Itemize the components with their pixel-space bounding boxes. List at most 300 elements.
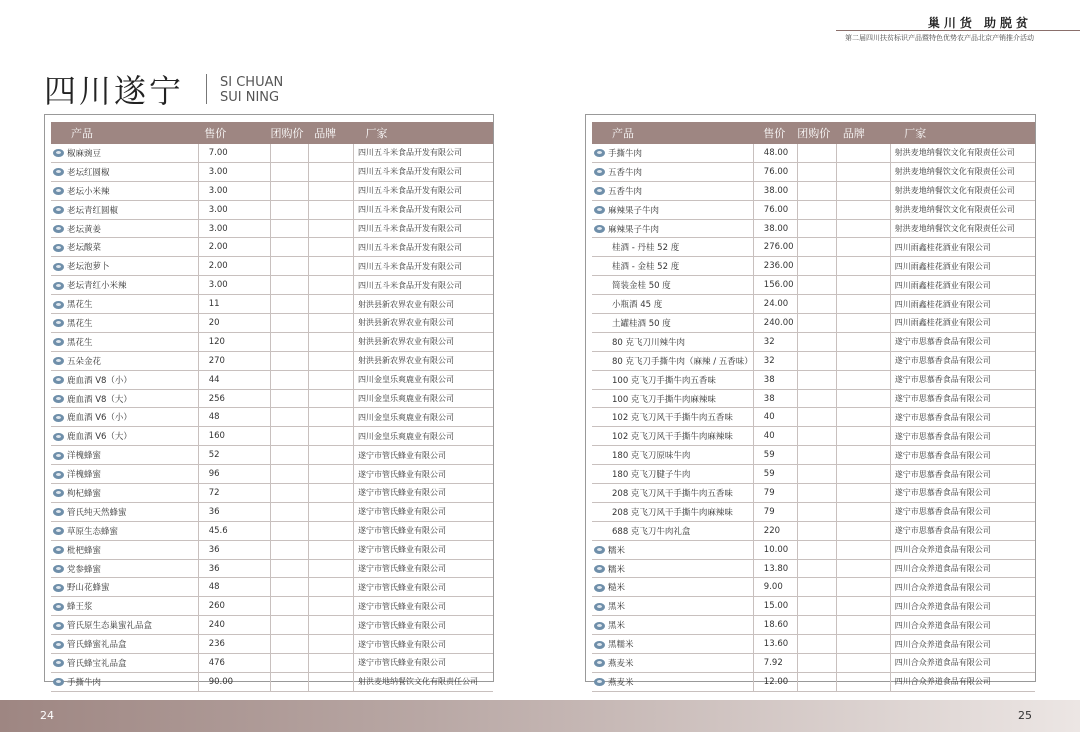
- product-name: 鹿血酒 V6（大）: [67, 432, 132, 443]
- cell-price: 3.00: [198, 219, 270, 238]
- product-name: 鹿血酒 V8（大）: [67, 394, 132, 405]
- cell-price: 90.00: [198, 672, 270, 691]
- cell-grp: [797, 276, 837, 295]
- cell-maker: 遂宁市思慕香食品有限公司: [890, 408, 1035, 427]
- product-name: 老坛黄姜: [67, 224, 102, 235]
- cell-maker: 四川五斗米食品开发有限公司: [354, 257, 494, 276]
- cell-maker: 射洪麦地纳餐饮文化有限责任公司: [890, 162, 1035, 181]
- cell-maker: 遂宁市管氏蜂业有限公司: [354, 540, 494, 559]
- table-row: [592, 502, 1035, 521]
- cell-prod: [51, 276, 198, 295]
- cell-price: 2.00: [198, 257, 270, 276]
- cell-grp: [271, 332, 309, 351]
- cell-grp: [271, 351, 309, 370]
- cell-maker: 四川合众养道食品有限公司: [890, 635, 1035, 654]
- product-name: 208 克飞刀风干手撕牛肉五香味: [612, 488, 733, 499]
- cell-price: 59: [753, 446, 797, 465]
- cell-price: 3.00: [198, 162, 270, 181]
- product-name: 180 克飞刀腱子牛肉: [612, 470, 691, 481]
- cell-price: 79: [753, 502, 797, 521]
- cell-maker: 四川五斗米食品开发有限公司: [354, 162, 494, 181]
- cell-maker: 四川金皇乐爽鹿业有限公司: [354, 370, 494, 389]
- cell-maker: 四川合众养道食品有限公司: [890, 616, 1035, 635]
- cell-prod: [51, 672, 198, 691]
- certification-logo-icon: [53, 414, 64, 422]
- cell-price: 7.92: [753, 654, 797, 673]
- cell-prod: [51, 465, 198, 484]
- column-header-product: 产品: [592, 122, 753, 144]
- title-divider: [206, 74, 207, 104]
- cell-prod: [592, 332, 753, 351]
- cell-brand: [308, 314, 353, 333]
- cell-price: 38: [753, 370, 797, 389]
- cell-maker: 四川合众养道食品有限公司: [890, 672, 1035, 691]
- cell-grp: [797, 521, 837, 540]
- product-name: 桂酒 - 金桂 52 度: [612, 262, 680, 273]
- title-english: [220, 75, 283, 105]
- table-row: [592, 370, 1035, 389]
- cell-grp: [797, 484, 837, 503]
- cell-price: 260: [198, 597, 270, 616]
- cell-prod: [592, 521, 753, 540]
- cell-price: 40: [753, 427, 797, 446]
- table-row: [592, 465, 1035, 484]
- certification-logo-icon: [53, 433, 64, 441]
- cell-grp: [271, 370, 309, 389]
- cell-grp: [797, 635, 837, 654]
- certification-logo-icon: [594, 187, 605, 195]
- cell-grp: [797, 654, 837, 673]
- table-row: [51, 200, 493, 219]
- cell-grp: [271, 521, 309, 540]
- right-product-table: [592, 122, 1035, 692]
- certification-logo-icon: [594, 584, 605, 592]
- cell-brand: [308, 446, 353, 465]
- cell-maker: 四川五斗米食品开发有限公司: [354, 181, 494, 200]
- cell-brand: [837, 351, 890, 370]
- cell-price: 79: [753, 484, 797, 503]
- cell-brand: [308, 616, 353, 635]
- product-name: 枸杞蜂蜜: [67, 488, 102, 499]
- product-name: 党参蜂蜜: [67, 564, 102, 575]
- cell-prod: [51, 389, 198, 408]
- cell-maker: 射洪麦地纳餐饮文化有限责任公司: [890, 200, 1035, 219]
- table-row: [51, 219, 493, 238]
- cell-price: 3.00: [198, 200, 270, 219]
- cell-prod: [592, 314, 753, 333]
- product-name: 180 克飞刀原味牛肉: [612, 451, 691, 462]
- table-row: [592, 181, 1035, 200]
- cell-prod: [51, 162, 198, 181]
- certification-logo-icon: [53, 622, 64, 630]
- cell-grp: [797, 351, 837, 370]
- product-name: 五朵金花: [67, 356, 102, 367]
- cell-maker: 遂宁市思慕香食品有限公司: [890, 484, 1035, 503]
- cell-grp: [797, 408, 837, 427]
- cell-grp: [797, 559, 837, 578]
- table-row: [51, 672, 493, 691]
- cell-brand: [308, 276, 353, 295]
- cell-brand: [837, 521, 890, 540]
- cell-grp: [271, 502, 309, 521]
- certification-logo-icon: [53, 206, 64, 214]
- cell-maker: 射洪县新农界农业有限公司: [354, 351, 494, 370]
- title-english-line2: SUI NING: [220, 90, 280, 105]
- certification-logo-icon: [594, 641, 605, 649]
- product-name: 燕麦米: [608, 677, 634, 688]
- cell-maker: 遂宁市管氏蜂业有限公司: [354, 654, 494, 673]
- product-name: 688 克飞刀牛肉礼盒: [612, 526, 691, 537]
- table-row: [592, 257, 1035, 276]
- certification-logo-icon: [53, 395, 64, 403]
- cell-prod: [51, 219, 198, 238]
- cell-grp: [797, 257, 837, 276]
- cell-brand: [837, 672, 890, 691]
- product-name: 208 克飞刀风干手撕牛肉麻辣味: [612, 507, 733, 518]
- table-row: [51, 351, 493, 370]
- column-header-group-price: 团购价: [797, 122, 837, 144]
- certification-logo-icon: [53, 282, 64, 290]
- cell-prod: [51, 332, 198, 351]
- table-row: [592, 162, 1035, 181]
- certification-logo-icon: [53, 489, 64, 497]
- cell-brand: [308, 389, 353, 408]
- product-name: 洋槐蜂蜜: [67, 451, 102, 462]
- cell-prod: [51, 144, 198, 162]
- table-row: [592, 635, 1035, 654]
- cell-grp: [797, 616, 837, 635]
- cell-grp: [271, 219, 309, 238]
- cell-brand: [837, 257, 890, 276]
- cell-grp: [797, 295, 837, 314]
- cell-price: 13.80: [753, 559, 797, 578]
- cell-brand: [308, 219, 353, 238]
- product-name: 102 克飞刀风干手撕牛肉麻辣味: [612, 432, 733, 443]
- cell-price: 220: [753, 521, 797, 540]
- table-row: [51, 559, 493, 578]
- cell-brand: [308, 465, 353, 484]
- cell-brand: [837, 616, 890, 635]
- table-row: [592, 200, 1035, 219]
- cell-maker: 遂宁市管氏蜂业有限公司: [354, 616, 494, 635]
- cell-grp: [797, 465, 837, 484]
- cell-brand: [308, 654, 353, 673]
- cell-brand: [308, 332, 353, 351]
- cell-grp: [271, 616, 309, 635]
- product-name: 老坛酸菜: [67, 243, 102, 254]
- certification-logo-icon: [594, 678, 605, 686]
- page-number-right: 25: [1018, 709, 1032, 722]
- cell-price: 59: [753, 465, 797, 484]
- certification-logo-icon: [53, 546, 64, 554]
- table-row: [51, 370, 493, 389]
- cell-prod: [592, 616, 753, 635]
- cell-maker: 四川雨鑫桂花酒业有限公司: [890, 276, 1035, 295]
- cell-maker: 遂宁市思慕香食品有限公司: [890, 370, 1035, 389]
- cell-prod: [592, 465, 753, 484]
- product-name: 蜂王浆: [67, 602, 93, 613]
- table-row: [51, 446, 493, 465]
- cell-maker: 遂宁市思慕香食品有限公司: [890, 389, 1035, 408]
- cell-price: 24.00: [753, 295, 797, 314]
- table-row: [592, 446, 1035, 465]
- cell-brand: [308, 162, 353, 181]
- cell-brand: [837, 484, 890, 503]
- cell-price: 240: [198, 616, 270, 635]
- header-subtitle: 第二届四川扶贫标识产品暨特色优势农产品北京产销推介活动: [845, 34, 1034, 42]
- cell-prod: [51, 295, 198, 314]
- product-name: 洋槐蜂蜜: [67, 470, 102, 481]
- cell-prod: [51, 484, 198, 503]
- product-name: 黑米: [608, 621, 626, 632]
- product-name: 老坛青红圆椒: [67, 205, 119, 216]
- cell-grp: [271, 276, 309, 295]
- cell-price: 76.00: [753, 200, 797, 219]
- certification-logo-icon: [53, 452, 64, 460]
- cell-prod: [51, 370, 198, 389]
- cell-maker: 四川合众养道食品有限公司: [890, 654, 1035, 673]
- cell-prod: [51, 654, 198, 673]
- cell-prod: [592, 408, 753, 427]
- product-name: 燕麦米: [608, 658, 634, 669]
- cell-grp: [271, 162, 309, 181]
- cell-grp: [271, 181, 309, 200]
- cell-grp: [271, 654, 309, 673]
- certification-logo-icon: [594, 622, 605, 630]
- table-row: [51, 276, 493, 295]
- cell-brand: [308, 144, 353, 162]
- cell-prod: [592, 427, 753, 446]
- cell-maker: 四川雨鑫桂花酒业有限公司: [890, 295, 1035, 314]
- cell-maker: 遂宁市思慕香食品有限公司: [890, 351, 1035, 370]
- cell-grp: [271, 314, 309, 333]
- product-name: 老坛青红小米辣: [67, 281, 127, 292]
- cell-maker: 遂宁市思慕香食品有限公司: [890, 521, 1035, 540]
- table-row: [592, 314, 1035, 333]
- certification-logo-icon: [594, 206, 605, 214]
- cell-brand: [837, 427, 890, 446]
- column-header-price: 售价: [198, 122, 270, 144]
- cell-grp: [797, 389, 837, 408]
- cell-price: 3.00: [198, 181, 270, 200]
- cell-brand: [837, 276, 890, 295]
- cell-prod: [592, 654, 753, 673]
- left-product-table: [51, 122, 493, 692]
- certification-logo-icon: [53, 584, 64, 592]
- cell-maker: 射洪麦地纳餐饮文化有限责任公司: [354, 672, 494, 691]
- cell-brand: [308, 597, 353, 616]
- table-row: [51, 295, 493, 314]
- certification-logo-icon: [594, 149, 605, 157]
- cell-grp: [797, 181, 837, 200]
- table-row: [592, 654, 1035, 673]
- product-name: 黑米: [608, 602, 626, 613]
- cell-brand: [308, 578, 353, 597]
- cell-brand: [308, 351, 353, 370]
- cell-brand: [837, 559, 890, 578]
- cell-prod: [51, 597, 198, 616]
- cell-grp: [797, 332, 837, 351]
- table-row: [592, 672, 1035, 691]
- product-name: 桂酒 - 丹桂 52 度: [612, 243, 680, 254]
- cell-maker: 射洪县新农界农业有限公司: [354, 314, 494, 333]
- cell-grp: [797, 370, 837, 389]
- cell-grp: [797, 672, 837, 691]
- certification-logo-icon: [53, 508, 64, 516]
- cell-prod: [51, 540, 198, 559]
- certification-logo-icon: [53, 659, 64, 667]
- column-header-brand: 品牌: [308, 122, 353, 144]
- cell-prod: [592, 144, 753, 162]
- cell-prod: [592, 370, 753, 389]
- cell-maker: 四川雨鑫桂花酒业有限公司: [890, 257, 1035, 276]
- cell-brand: [837, 597, 890, 616]
- cell-brand: [308, 295, 353, 314]
- cell-prod: [51, 635, 198, 654]
- cell-brand: [308, 559, 353, 578]
- table-row: [592, 578, 1035, 597]
- cell-maker: 遂宁市思慕香食品有限公司: [890, 465, 1035, 484]
- table-row: [592, 295, 1035, 314]
- cell-grp: [797, 314, 837, 333]
- cell-grp: [271, 597, 309, 616]
- product-name: 102 克飞刀风干手撕牛肉五香味: [612, 413, 733, 424]
- certification-logo-icon: [53, 603, 64, 611]
- product-name: 黑花生: [67, 318, 93, 329]
- cell-brand: [837, 370, 890, 389]
- cell-grp: [797, 427, 837, 446]
- cell-prod: [51, 314, 198, 333]
- certification-logo-icon: [53, 168, 64, 176]
- certification-logo-icon: [53, 641, 64, 649]
- cell-price: 10.00: [753, 540, 797, 559]
- cell-price: 72: [198, 484, 270, 503]
- cell-maker: 四川合众养道食品有限公司: [890, 559, 1035, 578]
- table-row: [51, 144, 493, 162]
- cell-prod: [51, 578, 198, 597]
- cell-price: 40: [753, 408, 797, 427]
- page-title: 四川遂宁: [44, 72, 185, 110]
- table-row: [51, 635, 493, 654]
- product-name: 麻辣果子牛肉: [608, 224, 660, 235]
- cell-prod: [592, 597, 753, 616]
- cell-maker: 遂宁市思慕香食品有限公司: [890, 446, 1035, 465]
- cell-brand: [837, 446, 890, 465]
- certification-logo-icon: [594, 603, 605, 611]
- product-name: 管氏蜂蜜礼品盒: [67, 640, 127, 651]
- cell-brand: [308, 238, 353, 257]
- table-row: [592, 351, 1035, 370]
- product-name: 糙米: [608, 583, 626, 594]
- table-row: [51, 654, 493, 673]
- cell-price: 52: [198, 446, 270, 465]
- cell-price: 48.00: [753, 144, 797, 162]
- cell-prod: [592, 295, 753, 314]
- product-name: 野山花蜂蜜: [67, 583, 110, 594]
- cell-prod: [592, 181, 753, 200]
- cell-brand: [308, 635, 353, 654]
- cell-price: 48: [198, 578, 270, 597]
- cell-prod: [592, 559, 753, 578]
- cell-grp: [271, 295, 309, 314]
- cell-maker: 遂宁市管氏蜂业有限公司: [354, 521, 494, 540]
- cell-grp: [271, 238, 309, 257]
- column-header-brand: 品牌: [837, 122, 890, 144]
- cell-grp: [797, 540, 837, 559]
- header-rule: [836, 30, 1080, 31]
- certification-logo-icon: [53, 527, 64, 535]
- column-header-maker: 厂家: [890, 122, 1035, 144]
- cell-maker: 遂宁市管氏蜂业有限公司: [354, 484, 494, 503]
- cell-maker: 遂宁市管氏蜂业有限公司: [354, 578, 494, 597]
- cell-brand: [837, 219, 890, 238]
- cell-grp: [797, 446, 837, 465]
- header-slogan: 巢川货 助脱贫: [927, 16, 1032, 30]
- cell-grp: [271, 540, 309, 559]
- cell-prod: [592, 162, 753, 181]
- cell-price: 9.00: [753, 578, 797, 597]
- certification-logo-icon: [53, 678, 64, 686]
- cell-maker: 四川金皇乐爽鹿业有限公司: [354, 389, 494, 408]
- cell-prod: [51, 521, 198, 540]
- footer-band: [0, 700, 1080, 732]
- cell-prod: [592, 257, 753, 276]
- cell-price: 36: [198, 502, 270, 521]
- cell-brand: [308, 427, 353, 446]
- cell-grp: [797, 597, 837, 616]
- table-row: [51, 181, 493, 200]
- column-header-product: 产品: [51, 122, 198, 144]
- product-name: 手撕牛肉: [67, 677, 102, 688]
- cell-prod: [51, 427, 198, 446]
- cell-price: 32: [753, 332, 797, 351]
- cell-maker: 遂宁市思慕香食品有限公司: [890, 332, 1035, 351]
- product-name: 老坛红圆椒: [67, 167, 110, 178]
- product-name: 100 克飞刀手撕牛肉五香味: [612, 375, 716, 386]
- certification-logo-icon: [53, 376, 64, 384]
- table-row: [51, 238, 493, 257]
- product-name: 100 克飞刀手撕牛肉麻辣味: [612, 394, 716, 405]
- cell-maker: 四川金皇乐爽鹿业有限公司: [354, 408, 494, 427]
- cell-grp: [271, 257, 309, 276]
- cell-grp: [271, 465, 309, 484]
- table-row: [592, 597, 1035, 616]
- table-row: [51, 502, 493, 521]
- cell-prod: [592, 672, 753, 691]
- cell-brand: [308, 200, 353, 219]
- cell-grp: [271, 427, 309, 446]
- table-row: [592, 219, 1035, 238]
- cell-brand: [308, 540, 353, 559]
- product-name: 麻辣果子牛肉: [608, 205, 660, 216]
- certification-logo-icon: [594, 168, 605, 176]
- cell-price: 36: [198, 540, 270, 559]
- product-name: 80 克飞刀手撕牛肉（麻辣 / 五香味）: [612, 356, 753, 367]
- cell-grp: [797, 238, 837, 257]
- product-name: 80 克飞刀川辣牛肉: [612, 337, 686, 348]
- cell-grp: [797, 162, 837, 181]
- certification-logo-icon: [594, 546, 605, 554]
- cell-brand: [837, 314, 890, 333]
- cell-maker: 射洪麦地纳餐饮文化有限责任公司: [890, 181, 1035, 200]
- product-name: 椒麻豌豆: [67, 148, 102, 159]
- product-name: 小瓶酒 45 度: [612, 300, 663, 311]
- table-row: [592, 540, 1035, 559]
- cell-maker: 遂宁市管氏蜂业有限公司: [354, 502, 494, 521]
- cell-prod: [592, 540, 753, 559]
- column-header-group-price: 团购价: [271, 122, 309, 144]
- cell-prod: [592, 238, 753, 257]
